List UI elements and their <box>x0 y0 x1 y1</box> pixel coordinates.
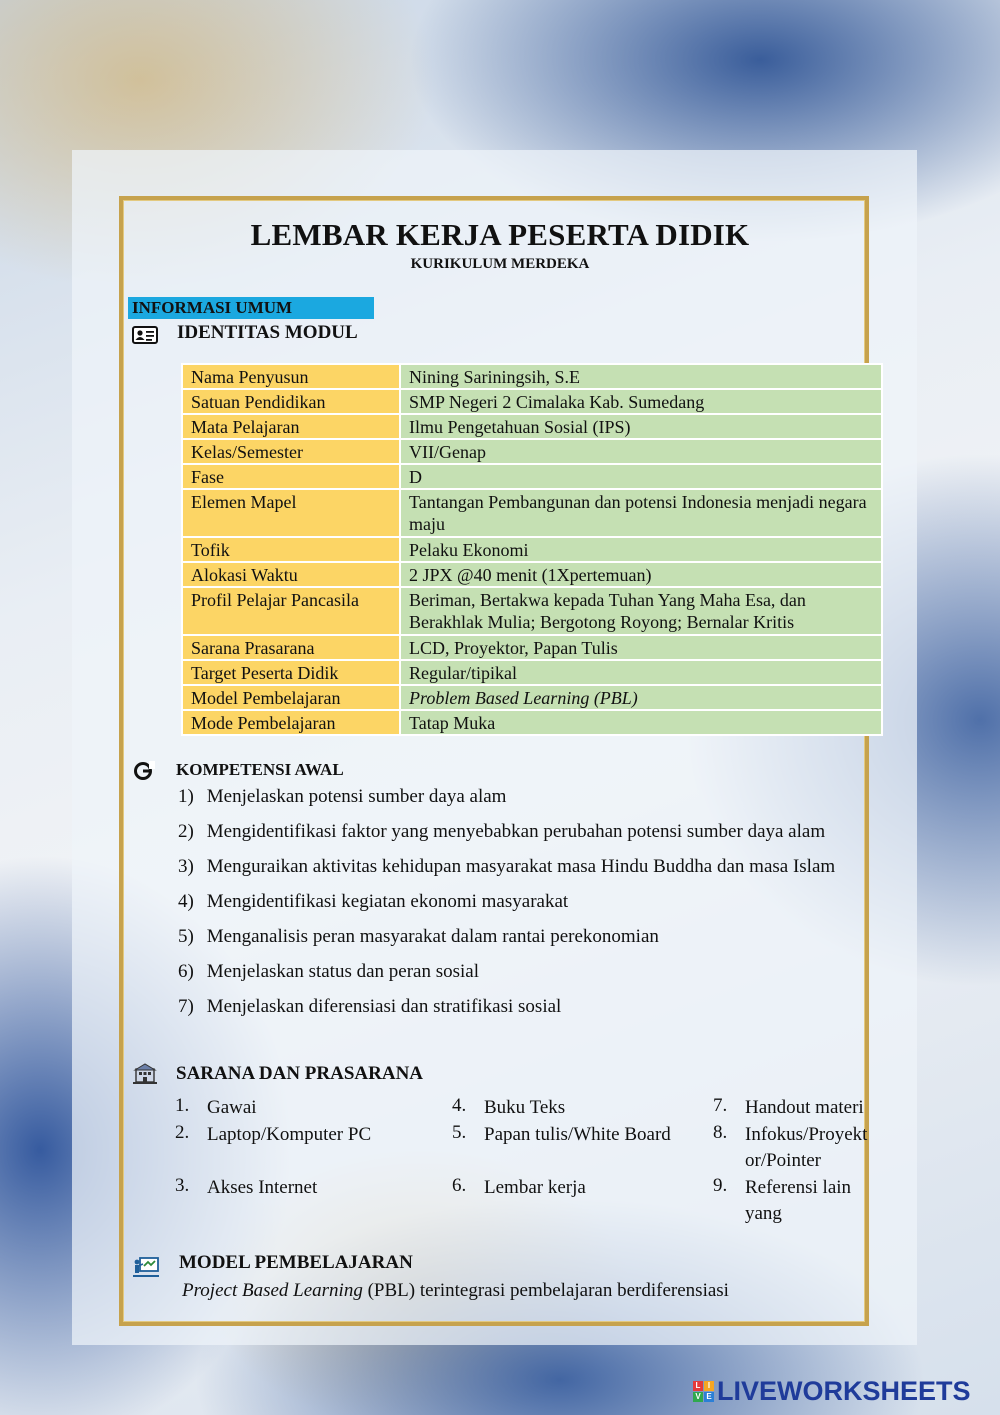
table-value-cell: Tantangan Pembangunan dan potensi Indonesia menjadi negara maju <box>400 489 882 537</box>
table-row <box>182 710 882 735</box>
table-key-cell: Mata Pelajaran <box>182 414 400 439</box>
list-item: 4) Mengidentifikasi kegiatan ekonomi masyarakat <box>178 891 569 912</box>
watermark-text: LIVEWORKSHEETS <box>717 1375 971 1406</box>
list-item: 1) Menjelaskan potensi sumber daya alam <box>178 786 507 807</box>
table-value-cell: 2 JPX @40 menit (1Xpertemuan) <box>400 562 882 587</box>
liveworksheets-watermark <box>693 1374 971 1408</box>
info-umum-label: INFORMASI UMUM <box>128 297 374 319</box>
identitas-table <box>181 363 883 736</box>
table-row <box>182 635 882 660</box>
table-value-cell: Regular/tipikal <box>400 660 882 685</box>
model-description: Project Based Learning (PBL) terintegrasi pembelajaran berdiferensiasi <box>182 1280 729 1301</box>
page-title: LEMBAR KERJA PESERTA DIDIK <box>250 217 750 252</box>
table-row <box>182 537 882 562</box>
kompetensi-list <box>178 784 835 1029</box>
table-row <box>182 685 882 710</box>
list-item: 3) Menguraikan aktivitas kehidupan masyarakat masa Hindu Buddha dan masa Islam <box>178 856 836 877</box>
teacher-board-icon <box>133 1256 159 1278</box>
table-key-cell: Mode Pembelajaran <box>182 710 400 735</box>
list-item: 5. Papan tulis/White Board <box>452 1122 671 1145</box>
table-value-cell: Tatap Muka <box>400 710 882 735</box>
table-key-cell: Alokasi Waktu <box>182 562 400 587</box>
table-row <box>182 562 882 587</box>
table-key-cell: Nama Penyusun <box>182 364 400 389</box>
table-row <box>182 389 882 414</box>
table-value-cell: VII/Genap <box>400 439 882 464</box>
list-item: 1. Gawai <box>175 1095 257 1118</box>
identitas-title: IDENTITAS MODUL <box>177 322 358 343</box>
table-value-cell: D <box>400 464 882 489</box>
liveworksheets-logo-icon: L I V E <box>693 1381 714 1402</box>
table-row <box>182 464 882 489</box>
list-item: 8. Infokus/Proyektor/Pointer <box>713 1122 868 1171</box>
table-value-cell: Pelaku Ekonomi <box>400 537 882 562</box>
page-subtitle: KURIKULUM MERDEKA <box>410 256 590 272</box>
id-card-icon <box>132 325 158 345</box>
table-value-cell: LCD, Proyektor, Papan Tulis <box>400 635 882 660</box>
table-row <box>182 364 882 389</box>
table-key-cell: Target Peserta Didik <box>182 660 400 685</box>
list-item: 7) Menjelaskan diferensiasi dan stratifikasi sosial <box>178 996 562 1017</box>
table-value-cell: Ilmu Pengetahuan Sosial (IPS) <box>400 414 882 439</box>
table-key-cell: Elemen Mapel <box>182 489 400 537</box>
list-item: 7. Handout materi <box>713 1095 864 1118</box>
list-item: 2. Laptop/Komputer PC <box>175 1122 372 1145</box>
table-key-cell: Sarana Prasarana <box>182 635 400 660</box>
list-item: 9. Referensi lain yang <box>713 1175 852 1224</box>
table-row <box>182 587 882 635</box>
table-key-cell: Fase <box>182 464 400 489</box>
model-title: MODEL PEMBELAJARAN <box>179 1252 413 1273</box>
list-item: 6. Lembar kerja <box>452 1175 586 1198</box>
table-value-cell: SMP Negeri 2 Cimalaka Kab. Sumedang <box>400 389 882 414</box>
sarana-title: SARANA DAN PRASARANA <box>176 1063 424 1084</box>
list-item: 6) Menjelaskan status dan peran sosial <box>178 961 480 982</box>
list-item: 4. Buku Teks <box>452 1095 566 1118</box>
table-row <box>182 489 882 537</box>
table-key-cell: Tofik <box>182 537 400 562</box>
table-key-cell: Profil Pelajar Pancasila <box>182 587 400 635</box>
table-value-cell: Beriman, Bertakwa kepada Tuhan Yang Maha Esa, dan Berakhlak Mulia; Bergotong Royong; Bernalar Kritis <box>400 587 882 635</box>
list-item: 5) Menganalisis peran masyarakat dalam rantai perekonomian <box>178 926 659 947</box>
list-item: 2) Mengidentifikasi faktor yang menyebabkan perubahan potensi sumber daya alam <box>178 821 826 842</box>
table-value-cell: Problem Based Learning (PBL) <box>400 685 882 710</box>
table-row <box>182 439 882 464</box>
list-item: 3. Akses Internet <box>175 1175 318 1198</box>
table-key-cell: Kelas/Semester <box>182 439 400 464</box>
table-key-cell: Model Pembelajaran <box>182 685 400 710</box>
kompetensi-title: KOMPETENSI AWAL <box>176 760 344 779</box>
table-row <box>182 660 882 685</box>
table-value-cell: Nining Sariningsih, S.E <box>400 364 882 389</box>
table-key-cell: Satuan Pendidikan <box>182 389 400 414</box>
competence-icon <box>133 761 155 781</box>
building-icon <box>133 1063 157 1085</box>
table-row <box>182 414 882 439</box>
